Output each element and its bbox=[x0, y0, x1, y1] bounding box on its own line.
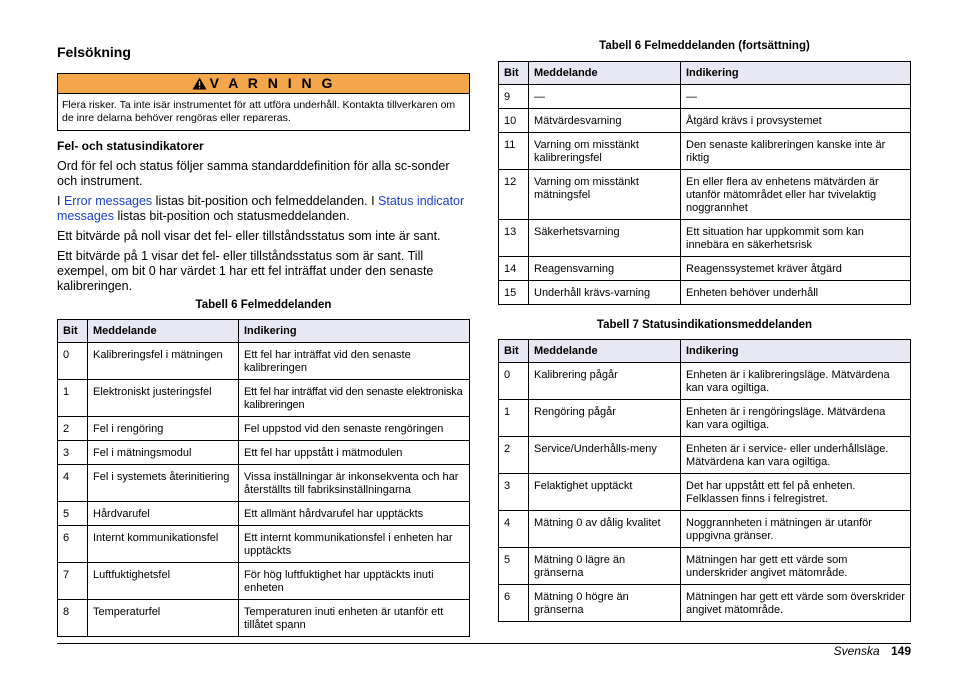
section-title: Felsökning bbox=[57, 44, 131, 60]
table-row bbox=[499, 437, 911, 474]
table-row bbox=[499, 133, 911, 170]
subheading: Fel- och statusindikatorer bbox=[57, 139, 204, 153]
cell-bit: 4 bbox=[499, 511, 529, 548]
cell-bit: 4 bbox=[58, 465, 88, 502]
cell-bit: 12 bbox=[499, 170, 529, 220]
cell-indication: Enheten behöver underhåll bbox=[681, 281, 911, 305]
cell-message: Kalibrering pågår bbox=[529, 363, 681, 400]
footer-language: Svenska bbox=[833, 644, 880, 658]
cell-indication: Ett internt kommunikationsfel i enheten har upptäckts bbox=[239, 526, 470, 563]
cell-indication: Den senaste kalibreringen kanske inte är riktig bbox=[681, 133, 911, 170]
cell-bit: 0 bbox=[499, 363, 529, 400]
cell-message: Service/Underhålls-meny bbox=[529, 437, 681, 474]
cell-message: — bbox=[529, 85, 681, 109]
status-messages-table bbox=[498, 339, 911, 622]
table-header-row bbox=[499, 62, 911, 85]
cell-indication: En eller flera av enhetens mätvärden är utanför mätområdet eller har tvivelaktig noggrannhet bbox=[681, 170, 911, 220]
cell-indication: Åtgärd krävs i provsystemet bbox=[681, 109, 911, 133]
cell-indication: Temperaturen inuti enheten är utanför ett tillåtet spann bbox=[239, 600, 470, 637]
table-row bbox=[58, 600, 470, 637]
cell-bit: 1 bbox=[499, 400, 529, 437]
cell-message: Elektroniskt justeringsfel bbox=[88, 380, 239, 417]
cell-indication: Mätningen har gett ett värde som underskrider angivet mätområde. bbox=[681, 548, 911, 585]
cell-indication: Ett fel har inträffat vid den senaste kalibreringen bbox=[239, 343, 470, 380]
cell-message: Varning om misstänkt kalibreringsfel bbox=[529, 133, 681, 170]
table-row bbox=[499, 474, 911, 511]
cell-bit: 1 bbox=[58, 380, 88, 417]
error-messages-link[interactable]: Error messages bbox=[63, 194, 153, 208]
cell-message: Reagensvarning bbox=[529, 257, 681, 281]
para2-text-2: listas bit-position och felmeddelanden. I bbox=[152, 194, 379, 208]
cell-bit: 5 bbox=[58, 502, 88, 526]
warning-header bbox=[58, 74, 469, 94]
table-row bbox=[58, 417, 470, 441]
warning-triangle-icon bbox=[192, 77, 207, 90]
cell-message: Temperaturfel bbox=[88, 600, 239, 637]
cell-indication: Mätningen har gett ett värde som överskrider angivet mätområde. bbox=[681, 585, 911, 622]
status-table-caption: Tabell 7 Statusindikationsmeddelanden bbox=[596, 319, 813, 331]
cell-bit: 3 bbox=[58, 441, 88, 465]
cell-bit: 8 bbox=[58, 600, 88, 637]
table-row bbox=[58, 441, 470, 465]
paragraph-3: Ett bitvärde på noll visar det fel- eller tillståndsstatus som inte är sant. bbox=[57, 229, 441, 243]
table-row bbox=[58, 563, 470, 600]
warning-text: Flera risker. Ta inte isär instrumentet för att utföra underhåll. Kontakta tillverkaren om de inre delarna behöver rengöras eller repareras. bbox=[62, 99, 456, 124]
cell-indication: Vissa inställningar är inkonsekventa och har återställts till fabriksinställningarna bbox=[239, 465, 470, 502]
cell-message: Hårdvarufel bbox=[88, 502, 239, 526]
cell-bit: 6 bbox=[499, 585, 529, 622]
table-row bbox=[58, 380, 470, 417]
table-row bbox=[499, 109, 911, 133]
cell-bit: 7 bbox=[58, 563, 88, 600]
cell-bit: 11 bbox=[499, 133, 529, 170]
footer-divider bbox=[57, 643, 911, 644]
cell-message: Fel i mätningsmodul bbox=[88, 441, 239, 465]
table-row bbox=[499, 257, 911, 281]
table-row bbox=[499, 281, 911, 305]
cell-bit: 9 bbox=[499, 85, 529, 109]
header-bit: Bit bbox=[499, 62, 529, 85]
cell-indication: Enheten är i rengöringsläge. Mätvärdena kan vara ogiltiga. bbox=[681, 400, 911, 437]
cell-indication: Fel uppstod vid den senaste rengöringen bbox=[239, 417, 470, 441]
table-row bbox=[499, 363, 911, 400]
cell-bit: 2 bbox=[499, 437, 529, 474]
cell-indication: Reagenssystemet kräver åtgärd bbox=[681, 257, 911, 281]
table-row bbox=[499, 511, 911, 548]
paragraph-1: Ord för fel och status följer samma standarddefinition för alla sc-sonder och instrument. bbox=[57, 159, 450, 188]
cell-message: Felaktighet upptäckt bbox=[529, 474, 681, 511]
para2-text-1: I bbox=[57, 194, 64, 208]
left-column bbox=[57, 44, 470, 637]
table-row bbox=[58, 526, 470, 563]
table-row bbox=[499, 220, 911, 257]
table-row bbox=[499, 585, 911, 622]
cell-indication: Ett fel har uppstått i mätmodulen bbox=[239, 441, 470, 465]
cell-message: Mätning 0 högre än gränserna bbox=[529, 585, 681, 622]
error-messages-table-continued bbox=[498, 61, 911, 305]
cell-indication: Enheten är i service- eller underhållsläge. Mätvärdena kan vara ogiltiga. bbox=[681, 437, 911, 474]
cell-message: Internt kommunikationsfel bbox=[88, 526, 239, 563]
cell-indication: — bbox=[681, 85, 911, 109]
cell-message: Luftfuktighetsfel bbox=[88, 563, 239, 600]
status-indicator-link[interactable]: Status indicator messages bbox=[57, 194, 465, 223]
header-bit: Bit bbox=[58, 320, 88, 343]
table-caption: Tabell 6 Felmeddelanden bbox=[195, 299, 332, 311]
table-row bbox=[58, 343, 470, 380]
cell-bit: 3 bbox=[499, 474, 529, 511]
para2-text-3: listas bit-position och statusmeddelanden. bbox=[113, 209, 350, 223]
paragraph-2 bbox=[57, 194, 470, 224]
cell-indication: Det har uppstått ett fel på enheten. Felklassen finns i felregistret. bbox=[681, 474, 911, 511]
right-column bbox=[498, 40, 911, 622]
cell-message: Mätning 0 av dålig kvalitet bbox=[529, 511, 681, 548]
table-row bbox=[499, 548, 911, 585]
page-footer bbox=[834, 644, 911, 658]
paragraph-4: Ett bitvärde på 1 visar det fel- eller tillståndsstatus som är sant. Till exempel, om bit 0 har värdet 1 har ett fel inträffat under den senaste kalibreringen. bbox=[57, 249, 434, 293]
cell-message: Kalibreringsfel i mätningen bbox=[88, 343, 239, 380]
header-indication: Indikering bbox=[681, 62, 911, 85]
cell-indication: Noggrannheten i mätningen är utanför uppgivna gränser. bbox=[681, 511, 911, 548]
cell-indication: Ett fel har inträffat vid den senaste elektroniska kalibreringen bbox=[239, 380, 470, 417]
error-messages-table bbox=[57, 319, 470, 637]
warning-box bbox=[57, 73, 470, 131]
cell-bit: 6 bbox=[58, 526, 88, 563]
warning-title: V A R N I N G bbox=[209, 75, 336, 91]
cell-indication: Ett situation har uppkommit som kan innebära en säkerhetsrisk bbox=[681, 220, 911, 257]
cell-message: Varning om misstänkt mätningsfel bbox=[529, 170, 681, 220]
cell-message: Mätning 0 lägre än gränserna bbox=[529, 548, 681, 585]
cell-message: Rengöring pågår bbox=[529, 400, 681, 437]
cell-message: Fel i rengöring bbox=[88, 417, 239, 441]
header-bit: Bit bbox=[499, 340, 529, 363]
cell-indication: Ett allmänt hårdvarufel har upptäckts bbox=[239, 502, 470, 526]
table-row bbox=[58, 502, 470, 526]
cell-bit: 14 bbox=[499, 257, 529, 281]
cell-bit: 13 bbox=[499, 220, 529, 257]
table-header-row bbox=[499, 340, 911, 363]
cell-message: Underhåll krävs-varning bbox=[529, 281, 681, 305]
table-row bbox=[58, 465, 470, 502]
header-message: Meddelande bbox=[88, 320, 239, 343]
cell-message: Mätvärdesvarning bbox=[529, 109, 681, 133]
header-indication: Indikering bbox=[681, 340, 911, 363]
table-header-row bbox=[58, 320, 470, 343]
cell-indication: Enheten är i kalibreringsläge. Mätvärdena kan vara ogiltiga. bbox=[681, 363, 911, 400]
page-number: 149 bbox=[890, 644, 911, 658]
table-caption-continued: Tabell 6 Felmeddelanden (fortsättning) bbox=[599, 40, 810, 52]
cell-bit: 10 bbox=[499, 109, 529, 133]
header-indication: Indikering bbox=[239, 320, 470, 343]
cell-bit: 0 bbox=[58, 343, 88, 380]
table-row bbox=[499, 170, 911, 220]
table-row bbox=[499, 85, 911, 109]
table-row bbox=[499, 400, 911, 437]
cell-bit: 2 bbox=[58, 417, 88, 441]
cell-bit: 15 bbox=[499, 281, 529, 305]
cell-indication: För hög luftfuktighet har upptäckts inuti enheten bbox=[239, 563, 470, 600]
cell-message: Säkerhetsvarning bbox=[529, 220, 681, 257]
header-message: Meddelande bbox=[529, 62, 681, 85]
cell-message: Fel i systemets återinitiering bbox=[88, 465, 239, 502]
cell-bit: 5 bbox=[499, 548, 529, 585]
header-message: Meddelande bbox=[529, 340, 681, 363]
